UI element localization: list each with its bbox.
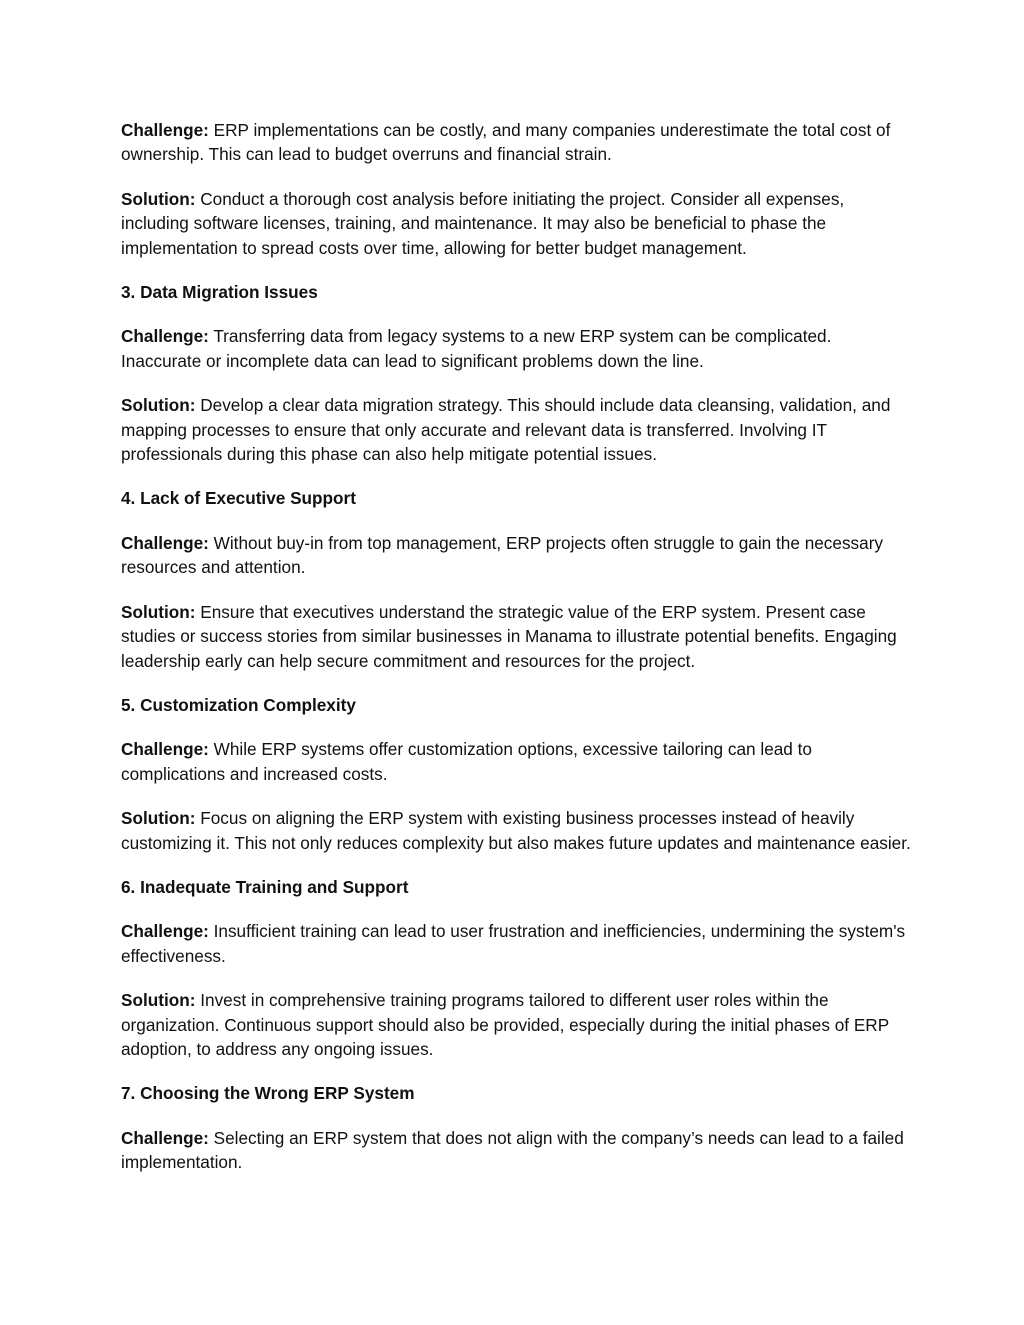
section-heading-customization: 5. Customization Complexity <box>121 694 356 715</box>
challenge-paragraph-wrong-erp <box>121 1126 911 1175</box>
paragraph-text: Invest in comprehensive training programs tailored to different user roles within the organization. Continuous support should also be provided, especially during the initial phases of ERP adoption, to address any ongoing issues. <box>121 990 889 1059</box>
paragraph-text: Ensure that executives understand the strategic value of the ERP system. Present case studies or success stories from similar businesses in Manama to illustrate potential benefits. Engaging leadership early can help secure commitment and resources for the project. <box>121 601 897 671</box>
paragraph-text: Without buy-in from top management, ERP projects often struggle to gain the necessary resources and attention. <box>121 532 884 578</box>
paragraph-text: Selecting an ERP system that does not align with the company’s needs can lead to a failed implementation. <box>121 1127 904 1173</box>
paragraph-text: Develop a clear data migration strategy. This should include data cleansing, validation, and mapping processes to ensure that only accurate and relevant data is transferred. Involving IT professionals during this phase can also help mitigate potential issues. <box>121 395 891 465</box>
challenge-label: Challenge: <box>121 326 209 347</box>
section-heading-data-migration: 3. Data Migration Issues <box>121 282 318 303</box>
document-page <box>121 118 911 1195</box>
solution-label: Solution: <box>121 990 196 1011</box>
solution-paragraph-cost <box>121 187 911 260</box>
paragraph-text: While ERP systems offer customization options, excessive tailoring can lead to complications and increased costs. <box>121 739 812 784</box>
solution-label: Solution: <box>121 808 196 829</box>
challenge-paragraph-training <box>121 919 911 968</box>
paragraph-text: Conduct a thorough cost analysis before initiating the project. Consider all expenses, including software licenses, training, and maintenance. It may also be beneficial to phase the implementation to spread costs over time, allowing for better budget management. <box>121 188 845 258</box>
solution-label: Solution: <box>121 188 196 209</box>
solution-paragraph-customization <box>121 806 911 855</box>
paragraph-text: Focus on aligning the ERP system with existing business processes instead of heavily customizing it. This not only reduces complexity but also makes future updates and maintenance easier. <box>121 808 911 853</box>
challenge-label: Challenge: <box>121 120 209 140</box>
section-heading-training: 6. Inadequate Training and Support <box>121 876 409 897</box>
section-heading-executive-support: 4. Lack of Executive Support <box>121 488 356 509</box>
challenge-paragraph-executive-support <box>121 531 911 580</box>
paragraph-text: ERP implementations can be costly, and many companies underestimate the total cost of ownership. This can lead to budget overruns and financial strain. <box>121 120 891 165</box>
challenge-paragraph-customization <box>121 737 911 786</box>
challenge-label: Challenge: <box>121 1127 209 1148</box>
challenge-paragraph-cost <box>121 118 911 167</box>
challenge-label: Challenge: <box>121 921 209 942</box>
solution-label: Solution: <box>121 395 196 416</box>
solution-paragraph-training <box>121 988 911 1061</box>
solution-label: Solution: <box>121 601 196 622</box>
challenge-label: Challenge: <box>121 532 209 553</box>
solution-paragraph-data-migration <box>121 393 911 466</box>
section-heading-wrong-erp: 7. Choosing the Wrong ERP System <box>121 1083 415 1104</box>
challenge-paragraph-data-migration <box>121 324 911 373</box>
paragraph-text: Insufficient training can lead to user frustration and inefficiencies, undermining the system's effectiveness. <box>121 921 906 966</box>
solution-paragraph-executive-support <box>121 600 911 673</box>
challenge-label: Challenge: <box>121 739 209 760</box>
paragraph-text: Transferring data from legacy systems to a new ERP system can be complicated. Inaccurate or incomplete data can lead to significant problems down the line. <box>121 326 832 371</box>
